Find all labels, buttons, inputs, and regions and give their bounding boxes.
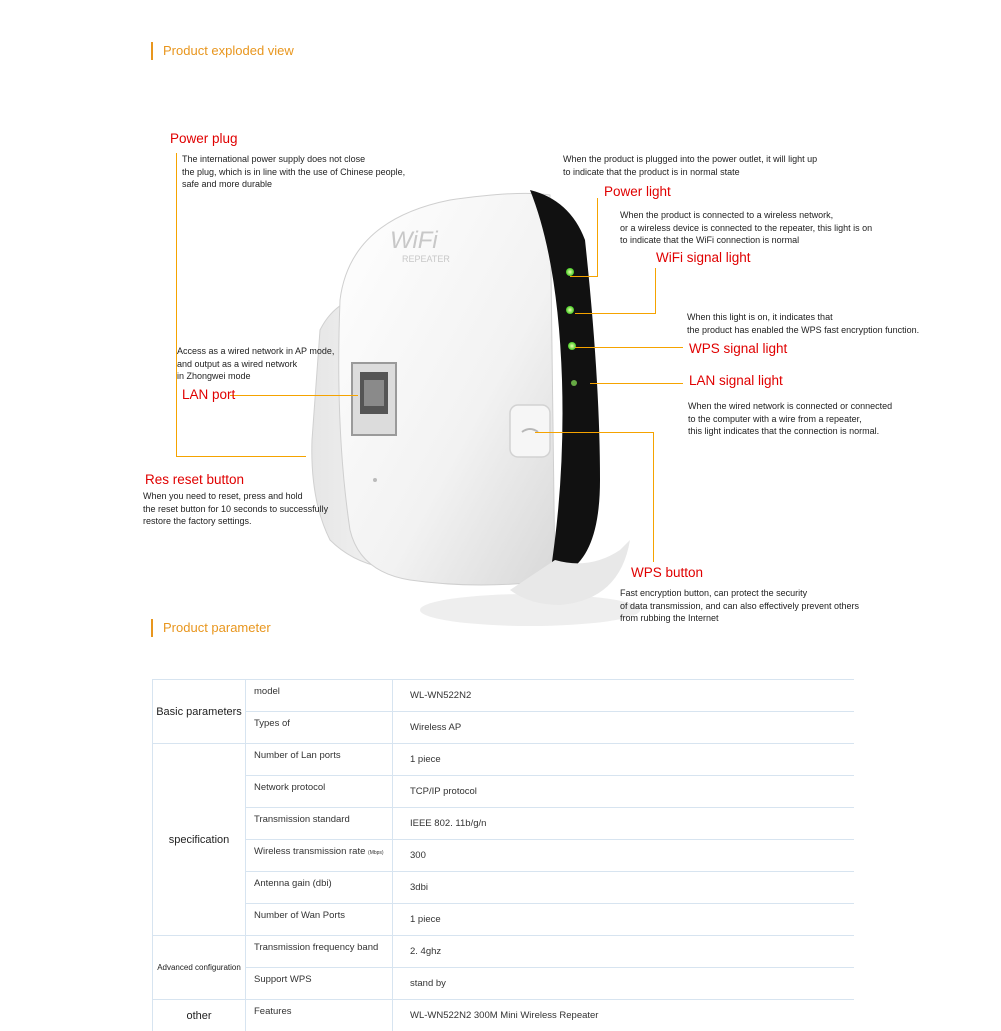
wifi-light-label: WiFi signal light <box>656 250 751 266</box>
group-specification: specification <box>153 744 246 936</box>
table-row <box>153 808 855 840</box>
reset-button-desc: When you need to reset, press and hold the reset button for 10 seconds to successfully restore the factory settings. <box>143 490 328 528</box>
table-row <box>153 744 855 776</box>
param-unit: (Mbps) <box>368 850 384 856</box>
param-value: 2. 4ghz <box>393 936 855 968</box>
power-plug-desc: The international power supply does not close the plug, which is in line with the use of Chinese people, safe and more durable <box>182 153 405 191</box>
param-value: 300 <box>393 840 855 872</box>
param-name: Number of Lan ports <box>246 744 393 776</box>
power-plug-line <box>176 153 177 456</box>
param-value: stand by <box>393 968 855 1000</box>
power-plug-label: Power plug <box>170 131 238 147</box>
param-value: 3dbi <box>393 872 855 904</box>
power-light-line-h <box>570 276 598 277</box>
param-name: Support WPS <box>246 968 393 1000</box>
lan-light-desc: When the wired network is connected or connected to the computer with a wire from a repeater, this light indicates that the connection is normal. <box>688 400 892 438</box>
wifi-light-desc: When the product is connected to a wireless network, or a wireless device is connected to the repeater, this light is on to indicate that the WiFi connection is normal <box>620 209 872 247</box>
power-light-label: Power light <box>604 184 671 200</box>
parameter-table <box>152 679 854 1031</box>
wifi-light-line <box>655 268 656 313</box>
param-name: Types of <box>246 712 393 744</box>
group-other: other <box>153 1000 246 1031</box>
svg-text:WiFi: WiFi <box>390 227 438 254</box>
wps-button-desc: Fast encryption button, can protect the security of data transmission, and can also effectively prevent others from rubbing the Internet <box>620 587 859 625</box>
param-value: Wireless AP <box>393 712 855 744</box>
wps-light-line <box>575 347 683 348</box>
table-row <box>153 904 855 936</box>
table-row <box>153 1000 855 1031</box>
param-name: Network protocol <box>246 776 393 808</box>
group-basic: Basic parameters <box>153 680 246 744</box>
lan-port-desc: Access as a wired network in AP mode, and output as a wired network in Zhongwei mode <box>177 345 334 383</box>
param-name: Wireless transmission rate (Mbps) <box>246 840 393 872</box>
param-name: Number of Wan Ports <box>246 904 393 936</box>
table-row <box>153 776 855 808</box>
param-name: Transmission standard <box>246 808 393 840</box>
table-row <box>153 936 855 968</box>
group-advanced: Advanced configuration <box>153 936 246 1000</box>
wps-light-label: WPS signal light <box>689 341 787 357</box>
param-name: Antenna gain (dbi) <box>246 872 393 904</box>
table-row <box>153 712 855 744</box>
param-value: TCP/IP protocol <box>393 776 855 808</box>
lan-port-label: LAN port <box>182 387 235 403</box>
table-row <box>153 968 855 1000</box>
param-value: WL-WN522N2 300M Mini Wireless Repeater <box>393 1000 855 1031</box>
power-light-line <box>597 198 598 276</box>
param-value: 1 piece <box>393 904 855 936</box>
wps-button-line-h <box>535 432 653 433</box>
param-name: Transmission frequency band <box>246 936 393 968</box>
wifi-repeater-image <box>300 180 660 640</box>
section-title-exploded-view: Product exploded view <box>151 42 294 60</box>
wps-button-line <box>653 432 654 562</box>
table-row <box>153 840 855 872</box>
param-name: model <box>246 680 393 712</box>
section-title-parameter: Product parameter <box>151 619 271 637</box>
power-plug-line-h <box>176 456 306 457</box>
param-value: IEEE 802. 11b/g/n <box>393 808 855 840</box>
reset-button-label: Res reset button <box>145 472 244 488</box>
lan-light-line <box>590 383 683 384</box>
param-name: Features <box>246 1000 393 1031</box>
wifi-light-line-h <box>575 313 656 314</box>
lan-port-line <box>230 395 358 396</box>
svg-text:REPEATER: REPEATER <box>402 254 450 264</box>
lan-light-label: LAN signal light <box>689 373 783 389</box>
param-value: WL-WN522N2 <box>393 680 855 712</box>
table-row <box>153 680 855 712</box>
wps-button-label: WPS button <box>631 565 703 581</box>
wps-light-desc: When this light is on, it indicates that the product has enabled the WPS fast encryption function. <box>687 311 919 336</box>
param-value: 1 piece <box>393 744 855 776</box>
table-row <box>153 872 855 904</box>
power-light-desc: When the product is plugged into the power outlet, it will light up to indicate that the product is in normal state <box>563 153 817 178</box>
